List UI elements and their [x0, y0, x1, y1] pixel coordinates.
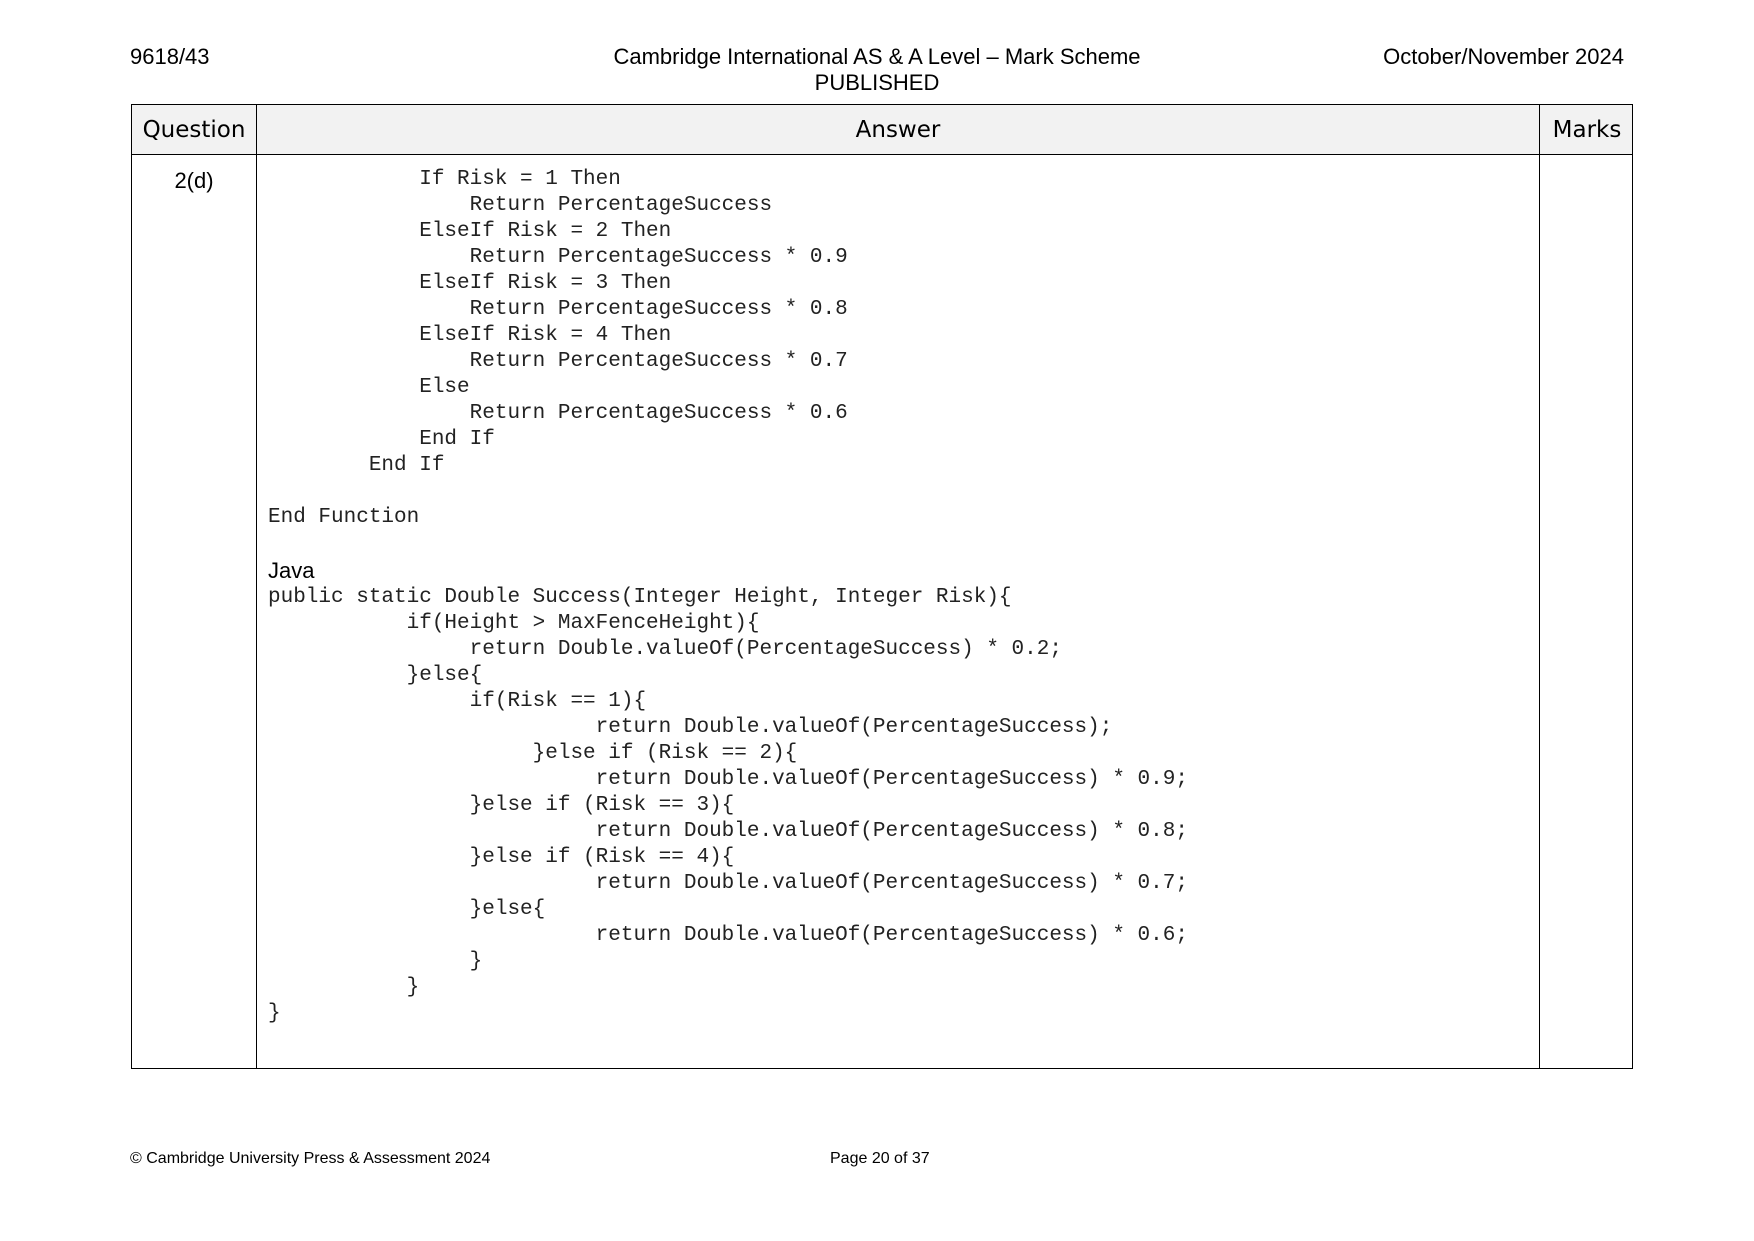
title-line-2: PUBLISHED — [814, 70, 940, 95]
page-number: Page 20 of 37 — [830, 1150, 930, 1167]
copyright-notice: © Cambridge University Press & Assessment 2024 — [130, 1150, 491, 1167]
java-code-block: public static Double Success(Integer Height, Integer Risk){ if(Height > MaxFenceHeight){ return Double.valueOf(PercentageSuccess) * 0.2; }else{ if(Risk == 1){ return Double.valueOf(PercentageSuccess); }else if (Risk == 2){ return Double.valueOf(PercentageSuccess) * 0.9; }else if (Risk == 3){ return Double.valueOf(PercentageSuccess) * 0.8; }else if (Risk == 4){ return Double.valueOf(PercentageSuccess) * 0.7; }else{ return Double.valueOf(PercentageSuccess) * 0.6; } } } — [268, 586, 1188, 1025]
header-marks: Marks — [1552, 117, 1622, 143]
mark-scheme-table — [131, 104, 1633, 1069]
paper-code: 9618/43 — [130, 44, 210, 69]
pseudocode-block: If Risk = 1 Then Return PercentageSuccess ElseIf Risk = 2 Then Return PercentageSuccess * 0.9 ElseIf Risk = 3 Then Return PercentageSuccess * 0.8 ElseIf Risk = 4 Then Return PercentageSuccess * 0.7 Else Return PercentageSuccess * 0.6 End If End If End Function — [268, 168, 848, 529]
header-question: Question — [142, 117, 246, 143]
answer-cell — [268, 167, 1532, 1027]
title-line-1: Cambridge International AS & A Level – Mark Scheme — [613, 44, 1141, 69]
column-divider — [1539, 105, 1540, 1068]
header-answer: Answer — [855, 117, 941, 143]
question-number: 2(d) — [174, 168, 214, 193]
exam-session: October/November 2024 — [1383, 44, 1624, 69]
java-label: Java — [268, 558, 315, 583]
column-divider — [256, 105, 257, 1068]
